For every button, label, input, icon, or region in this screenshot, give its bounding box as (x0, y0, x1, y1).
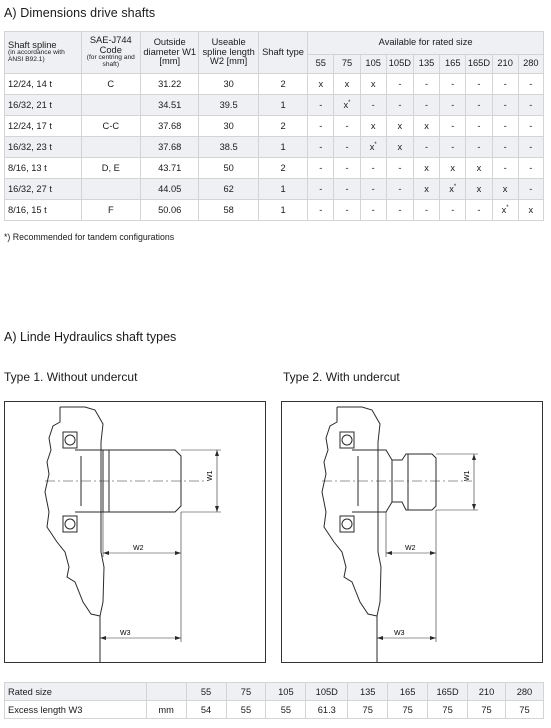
availability-cell (308, 158, 334, 179)
availability-mark: - (319, 205, 323, 215)
availability-cell (518, 179, 543, 200)
diagram-type2 (281, 401, 543, 663)
availability-mark: - (319, 163, 323, 173)
w3-label-type2: W3 (394, 630, 405, 637)
availability-mark: - (503, 79, 507, 89)
availability-mark: - (319, 142, 323, 152)
availability-cell (440, 95, 466, 116)
availability-mark: - (345, 163, 349, 173)
excess-size-165: 165 (388, 683, 428, 701)
excess-size-105D: 105D (306, 683, 348, 701)
diagram-type1 (4, 401, 266, 663)
shaft-type-cell: 1 (258, 179, 307, 200)
availability-mark: - (345, 142, 349, 152)
excess-length-label: Excess length W3 (5, 701, 147, 719)
table-row (5, 200, 544, 221)
size-header-165D: 165D (466, 55, 492, 74)
excess-size-75: 75 (226, 683, 266, 701)
table-row (5, 158, 544, 179)
shaft-drawing-type2 (282, 402, 542, 662)
availability-mark: - (398, 163, 402, 173)
availability-mark: x (502, 184, 508, 194)
availability-mark: - (503, 121, 507, 131)
availability-mark: - (398, 205, 402, 215)
availability-cell (386, 179, 413, 200)
availability-mark: - (319, 100, 323, 110)
availability-cell (334, 95, 360, 116)
availability-cell (334, 74, 360, 95)
section-title-shaft-types: A) Linde Hydraulics shaft types (4, 330, 177, 344)
availability-cell (440, 179, 466, 200)
availability-cell (440, 74, 466, 95)
availability-mark: x* (369, 141, 377, 153)
availability-mark: x (370, 79, 376, 89)
availability-cell (440, 158, 466, 179)
excess-value-row (5, 701, 544, 719)
excess-value-cell: 75 (468, 701, 506, 719)
unit-blank-cell (146, 683, 186, 701)
availability-mark: - (477, 79, 481, 89)
outside-diameter-cell: 37.68 (141, 116, 199, 137)
availability-cell (360, 137, 386, 158)
availability-mark: - (425, 205, 429, 215)
w3-label-type1: W3 (120, 630, 131, 637)
availability-mark: - (477, 100, 481, 110)
availability-mark: - (451, 121, 455, 131)
availability-mark: x (344, 79, 350, 89)
availability-cell (466, 158, 492, 179)
excess-value-cell: 75 (348, 701, 388, 719)
availability-cell (308, 74, 334, 95)
availability-cell (492, 95, 518, 116)
spline-cell: 12/24, 17 t (5, 116, 82, 137)
size-header-55: 55 (308, 55, 334, 74)
spline-cell: 12/24, 14 t (5, 74, 82, 95)
sae-cell: F (81, 200, 140, 221)
sae-cell: D, E (81, 158, 140, 179)
outside-diameter-cell: 31.22 (141, 74, 199, 95)
header-shaft-spline (5, 32, 82, 74)
availability-cell (308, 200, 334, 221)
table-row (5, 179, 544, 200)
availability-cell (386, 74, 413, 95)
availability-mark: x (397, 142, 403, 152)
header-spline-sub: (in accordance with ANSI B92.1) (8, 49, 65, 64)
shaft-type-cell: 1 (258, 200, 307, 221)
availability-cell (440, 200, 466, 221)
availability-cell (466, 95, 492, 116)
availability-mark: - (371, 163, 375, 173)
availability-mark: - (425, 79, 429, 89)
availability-cell (386, 137, 413, 158)
shaft-type-cell: 2 (258, 158, 307, 179)
recommended-marker: * (348, 99, 351, 106)
section-title-dimensions: A) Dimensions drive shafts (4, 6, 156, 20)
availability-mark: - (425, 100, 429, 110)
excess-value-cell: 75 (388, 701, 428, 719)
availability-mark: x (424, 121, 429, 131)
excess-length-table (4, 682, 544, 719)
sae-cell: C (81, 74, 140, 95)
header-spline-label: Shaft spline (8, 39, 57, 50)
availability-mark: - (345, 205, 349, 215)
availability-cell (334, 137, 360, 158)
availability-mark: x (397, 121, 403, 131)
availability-cell (334, 158, 360, 179)
availability-mark: - (345, 121, 349, 131)
availability-mark: - (451, 205, 455, 215)
availability-mark: - (319, 184, 323, 194)
excess-size-280: 280 (505, 683, 543, 701)
header-sae (81, 32, 140, 74)
excess-size-210: 210 (468, 683, 506, 701)
availability-mark: x (370, 121, 376, 131)
size-header-280: 280 (518, 55, 543, 74)
availability-mark: - (529, 121, 533, 131)
availability-cell (518, 200, 543, 221)
table-row (5, 137, 544, 158)
availability-mark: - (477, 142, 481, 152)
table-row (5, 74, 544, 95)
availability-cell (518, 137, 543, 158)
availability-mark: - (319, 121, 323, 131)
header-available: Available for rated size (308, 32, 544, 55)
availability-cell (360, 200, 386, 221)
excess-value-cell: 61.3 (306, 701, 348, 719)
availability-cell (466, 179, 492, 200)
sae-cell (81, 179, 140, 200)
availability-mark: - (451, 142, 455, 152)
outside-diameter-cell: 43.71 (141, 158, 199, 179)
availability-mark: x (528, 205, 534, 215)
availability-mark: - (477, 121, 481, 131)
availability-mark: - (477, 205, 481, 215)
availability-mark: x (450, 163, 456, 173)
availability-cell (413, 116, 439, 137)
excess-size-row (5, 683, 544, 701)
availability-mark: - (398, 184, 402, 194)
availability-mark: x (318, 79, 324, 89)
type1-title: Type 1. Without undercut (4, 370, 138, 384)
size-header-135: 135 (413, 55, 439, 74)
size-header-75: 75 (334, 55, 360, 74)
sae-cell: C-C (81, 116, 140, 137)
spline-cell: 16/32, 27 t (5, 179, 82, 200)
availability-mark: - (529, 142, 533, 152)
availability-cell (466, 116, 492, 137)
excess-value-cell: 75 (428, 701, 468, 719)
availability-cell (386, 116, 413, 137)
availability-cell (440, 137, 466, 158)
useable-length-cell: 50 (199, 158, 258, 179)
availability-cell (413, 179, 439, 200)
availability-mark: x* (501, 204, 509, 216)
availability-cell (386, 158, 413, 179)
availability-mark: x (424, 184, 429, 194)
availability-cell (334, 200, 360, 221)
outside-diameter-cell: 37.68 (141, 137, 199, 158)
table-row (5, 116, 544, 137)
availability-mark: - (503, 100, 507, 110)
header-sae-label: SAE-J744 Code (89, 34, 132, 55)
header-shaft-type: Shaft type (258, 32, 307, 74)
availability-mark: x (476, 163, 482, 173)
excess-size-105: 105 (266, 683, 306, 701)
availability-cell (360, 95, 386, 116)
availability-cell (413, 200, 439, 221)
availability-mark: - (345, 184, 349, 194)
useable-length-cell: 58 (199, 200, 258, 221)
outside-diameter-cell: 44.05 (141, 179, 199, 200)
table-row (5, 95, 544, 116)
availability-mark: x (424, 163, 429, 173)
availability-mark: - (529, 100, 533, 110)
shaft-type-cell: 2 (258, 116, 307, 137)
availability-mark: - (451, 100, 455, 110)
footnote: *) Recommended for tandem configurations (4, 232, 175, 242)
availability-cell (466, 137, 492, 158)
recommended-marker: * (453, 183, 457, 190)
size-header-105D: 105D (386, 55, 413, 74)
availability-cell (308, 116, 334, 137)
availability-cell (334, 116, 360, 137)
availability-cell (413, 74, 439, 95)
spline-cell: 8/16, 15 t (5, 200, 82, 221)
availability-cell (386, 200, 413, 221)
w2-label-type2: W2 (405, 545, 416, 552)
availability-cell (492, 116, 518, 137)
header-sae-sub: (for centring and shaft) (86, 54, 135, 69)
availability-cell (518, 74, 543, 95)
availability-mark: - (371, 100, 375, 110)
w1-label-type1: W1 (207, 470, 214, 481)
useable-length-cell: 38.5 (199, 137, 258, 158)
availability-mark: - (503, 163, 507, 173)
availability-cell (386, 95, 413, 116)
availability-cell (440, 116, 466, 137)
w2-label-type1: W2 (133, 545, 144, 552)
spline-cell: 16/32, 23 t (5, 137, 82, 158)
header-useable-length: Useable spline length W2 [mm] (199, 32, 258, 74)
availability-cell (466, 74, 492, 95)
availability-cell (413, 95, 439, 116)
availability-cell (492, 158, 518, 179)
rated-size-label: Rated size (5, 683, 147, 701)
availability-mark: - (371, 184, 375, 194)
excess-size-55: 55 (186, 683, 226, 701)
useable-length-cell: 30 (199, 116, 258, 137)
sae-cell (81, 137, 140, 158)
availability-mark: x* (343, 99, 351, 111)
availability-cell (308, 137, 334, 158)
shaft-type-cell: 1 (258, 95, 307, 116)
availability-cell (492, 179, 518, 200)
availability-cell (360, 179, 386, 200)
size-header-165: 165 (440, 55, 466, 74)
availability-mark: - (371, 205, 375, 215)
shaft-drawing-type1 (5, 402, 265, 662)
availability-mark: x* (449, 183, 457, 195)
shaft-type-cell: 2 (258, 74, 307, 95)
w1-label-type2: W1 (464, 470, 471, 481)
availability-mark: - (398, 79, 402, 89)
availability-mark: - (425, 142, 429, 152)
availability-cell (466, 200, 492, 221)
availability-cell (308, 179, 334, 200)
dimensions-table (4, 31, 544, 221)
spline-cell: 8/16, 13 t (5, 158, 82, 179)
outside-diameter-cell: 50.06 (141, 200, 199, 221)
type2-title: Type 2. With undercut (283, 370, 400, 384)
useable-length-cell: 39.5 (199, 95, 258, 116)
availability-mark: x (476, 184, 482, 194)
size-header-105: 105 (360, 55, 386, 74)
availability-cell (518, 116, 543, 137)
excess-size-165D: 165D (428, 683, 468, 701)
availability-cell (492, 137, 518, 158)
availability-mark: - (529, 184, 533, 194)
recommended-marker: * (374, 141, 377, 148)
availability-cell (518, 158, 543, 179)
availability-cell (360, 158, 386, 179)
availability-mark: - (529, 79, 533, 89)
availability-cell (360, 74, 386, 95)
availability-cell (492, 74, 518, 95)
availability-mark: - (451, 79, 455, 89)
availability-cell (360, 116, 386, 137)
excess-value-cell: 75 (505, 701, 543, 719)
availability-cell (518, 95, 543, 116)
recommended-marker: * (506, 204, 509, 211)
shaft-type-cell: 1 (258, 137, 307, 158)
spline-cell: 16/32, 21 t (5, 95, 82, 116)
sae-cell (81, 95, 140, 116)
unit-cell: mm (146, 701, 186, 719)
excess-value-cell: 54 (186, 701, 226, 719)
availability-mark: - (529, 163, 533, 173)
availability-cell (308, 95, 334, 116)
availability-cell (413, 137, 439, 158)
availability-mark: - (503, 142, 507, 152)
availability-mark: - (398, 100, 402, 110)
outside-diameter-cell: 34.51 (141, 95, 199, 116)
excess-value-cell: 55 (226, 701, 266, 719)
size-header-210: 210 (492, 55, 518, 74)
excess-value-cell: 55 (266, 701, 306, 719)
availability-cell (413, 158, 439, 179)
availability-cell (334, 179, 360, 200)
useable-length-cell: 62 (199, 179, 258, 200)
excess-size-135: 135 (348, 683, 388, 701)
availability-cell (492, 200, 518, 221)
useable-length-cell: 30 (199, 74, 258, 95)
header-outside-diameter: Outside diameter W1 [mm] (141, 32, 199, 74)
